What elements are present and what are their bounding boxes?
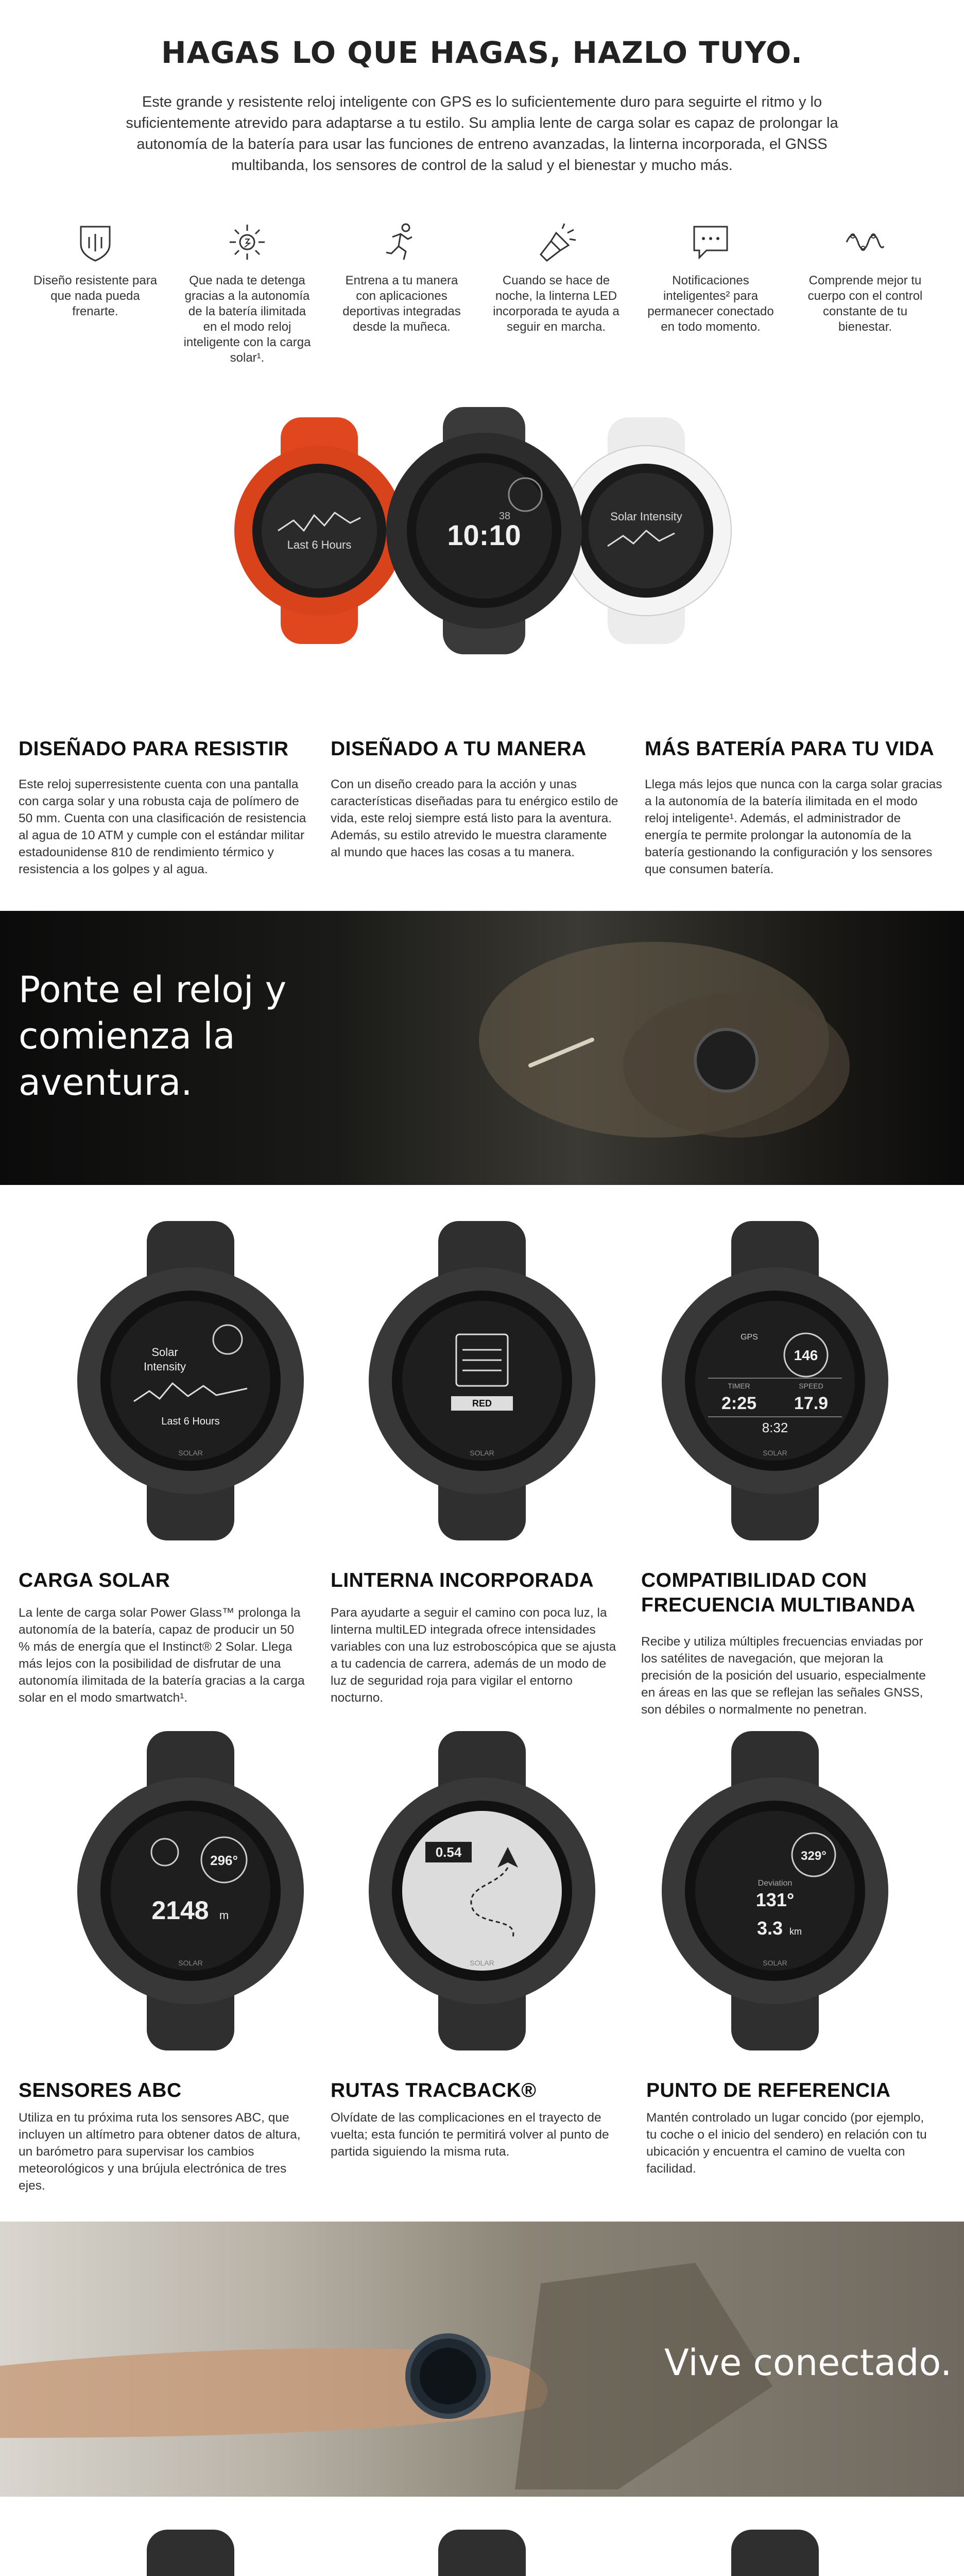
watch-reference-screen: [646, 1731, 904, 2050]
banner-connected: [0, 2222, 964, 2497]
brand-text: SOLAR: [178, 1959, 203, 1967]
banner-heading: Ponte el reloj y comienza la aventura.: [19, 969, 287, 1104]
feature-text: Notificaciones inteligentes² para permanecer conectado en todo momento.: [647, 274, 774, 334]
sun-icon: [227, 222, 268, 263]
section-title: CARGA SOLAR: [19, 1569, 170, 1591]
screen-line1: Solar: [151, 1346, 178, 1359]
section-title: LINTERNA INCORPORADA: [331, 1569, 594, 1591]
section-text: Olvídate de las complicaciones en el trayecto de vuelta; esta función te permitirá volver al punto de partida siguiendo la misma ruta.: [331, 2111, 609, 2159]
screen-line3: m: [219, 1909, 229, 1922]
screen-line5: SPEED: [799, 1382, 823, 1390]
watch-abc-screen: [62, 1731, 319, 2050]
section-title: RUTAS TRACBACK®: [331, 2079, 537, 2102]
screen-line5: km: [789, 1926, 802, 1937]
brand-text: SOLAR: [763, 1959, 787, 1967]
feature-notifications: [646, 222, 775, 335]
feature-text: Diseño resistente para que nada pueda frenarte.: [33, 274, 158, 318]
shield-icon: [75, 222, 116, 263]
brand-text: SOLAR: [763, 1449, 787, 1457]
chat-icon: [690, 222, 731, 263]
section-title: COMPATIBILIDAD CON FRECUENCIA MULTIBANDA: [641, 1569, 916, 1616]
section-text: Llega más lejos que nunca con la carga solar gracias a la autonomía de la batería ilimitada en el modo reloj inteligente¹. Además, el administrador de energía te permite prolongar la autonomía de la batería gestionando la configuración y los sensores que consumen batería.: [645, 777, 942, 876]
banner-adventure: [0, 911, 964, 1185]
section-text: La lente de carga solar Power Glass™ prolonga la autonomía de la batería, capaz de producir un 50 % más de energía que el Instinct® 2 Solar. Llega más lejos con la posibilidad de disfrutar de una autonomía ilimitada de la batería gracias a la carga solar en el modo smartwatch¹.: [19, 1606, 305, 1705]
feature-text: Comprende mejor tu cuerpo con el control constante de tu bienestar.: [807, 274, 923, 334]
intro-text: Este grande y resistente reloj inteligente con GPS es lo suficientemente duro para seguirte el ritmo y lo suficientemente atrevido para adaptarse a tu estilo. Su amplia lente de carga solar es capaz de prolongar la autonomía de la batería para usar las funciones de entreno avanzadas, la linterna incorporada, el GNSS multibanda, los sensores de control de la salud y el bienestar y mucho más.: [126, 94, 838, 174]
screen-line3: 131°: [755, 1889, 795, 1910]
banner-heading: Vive conectado.: [664, 2342, 952, 2384]
screen-line2: Intensity: [144, 1360, 186, 1373]
screen-line4: 2:25: [721, 1394, 757, 1413]
hero-watches-image: [196, 407, 768, 654]
watch-graphite-time: 10:10: [447, 519, 521, 551]
section-title: DISEÑADO PARA RESISTIR: [19, 738, 289, 760]
feature-flashlight: [492, 222, 621, 335]
brand-text: SOLAR: [178, 1449, 203, 1457]
feature-sports: [337, 222, 466, 335]
section-title: SENSORES ABC: [19, 2079, 182, 2102]
screen-line7: 8:32: [762, 1420, 788, 1435]
section-text: Para ayudarte a seguir el camino con poca luz, la linterna multiLED integrada ofrece intensidades variables con una luz estroboscópica que se ajusta a tu cadencia de carrera, además de un modo de luz de seguridad roja para vigilar el entorno nocturno.: [331, 1606, 616, 1705]
screen-line4: 3.3: [756, 1918, 783, 1939]
screen-line1: GPS: [741, 1333, 758, 1342]
feature-solar: [183, 222, 312, 366]
screen-line6: 17.9: [794, 1394, 829, 1413]
section-text: Recibe y utiliza múltiples frecuencias enviadas por los satélites de navegación, que mejoran la precisión de la posición del usuario, especialmente en áreas en las que se reflejan las señales GNSS, son débiles o normalmente no penetran.: [641, 1635, 926, 1717]
section-text: Mantén controlado un lugar concido (por ejemplo, tu coche o el inicio del sendero) en relación con tu ubicación y encuentra el camino de vuelta con facilidad.: [646, 2111, 927, 2176]
watch-connectiq-screen: [353, 2530, 611, 2576]
section-title: MÁS BATERÍA PARA TU VIDA: [645, 738, 935, 760]
feature-durable: [31, 222, 160, 319]
wave-icon: [845, 222, 886, 263]
runner-icon: [381, 222, 422, 263]
section-title: DISEÑADO A TU MANERA: [331, 738, 587, 760]
watch-white-label: Solar Intensity: [610, 510, 682, 523]
watch-pay-screen: [646, 2530, 904, 2576]
screen-line2: 146: [794, 1347, 818, 1363]
screen-line3: TIMER: [728, 1382, 750, 1390]
watch-solar-screen: [62, 1221, 319, 1540]
section-text: Con un diseño creado para la acción y unas características diseñadas para tu enérgico estilo de vida, este reloj siempre está listo para la aventura. Además, su estilo atrevido le muestra claramente al mundo que haces las cosas a tu manera.: [331, 777, 618, 859]
feature-icons-row: [31, 222, 933, 376]
page-title: HAGAS LO QUE HAGAS, HAZLO TUYO.: [161, 35, 803, 70]
screen-line1: RED: [472, 1398, 492, 1409]
watch-orange: [234, 417, 404, 644]
watch-tracback-screen: [353, 1731, 611, 2050]
brand-text: SOLAR: [470, 1449, 494, 1457]
feature-text: Entrena a tu manera con aplicaciones deportivas integradas desde la muñeca.: [342, 274, 461, 334]
screen-line2: 2148: [151, 1896, 209, 1925]
feature-text: Que nada te detenga gracias a la autonomía de la batería ilimitada en el modo reloj inteligente con la carga solar¹.: [183, 274, 311, 365]
screen-line1: 0.54: [435, 1844, 462, 1860]
screen-line1: 296°: [210, 1853, 238, 1868]
watch-notifications-screen: [62, 2530, 319, 2576]
feature-wellness: [801, 222, 929, 335]
screen-line2: Deviation: [758, 1879, 793, 1888]
feature-text: Cuando se hace de noche, la linterna LED incorporada te ayuda a seguir en marcha.: [493, 274, 619, 334]
watch-flashlight-screen: [353, 1221, 611, 1540]
watch-orange-label: Last 6 Hours: [287, 538, 352, 551]
section-text: Utiliza en tu próxima ruta los sensores ABC, que incluyen un altímetro para obtener datos de altura, un barómetro para supervisar los cambios meteorológicos y una brújula electrónica de tres ejes.: [19, 2111, 301, 2193]
flashlight-icon: [536, 222, 577, 263]
brand-text: SOLAR: [470, 1959, 494, 1967]
section-title: PUNTO DE REFERENCIA: [646, 2079, 891, 2102]
watch-graphite-seconds: 38: [498, 511, 511, 522]
watch-multiband-screen: [646, 1221, 904, 1540]
section-text: Este reloj superresistente cuenta con una pantalla con carga solar y una robusta caja de polímero de 50 mm. Cuenta con una clasificación de resistencia al agua de 10 ATM y cumple con el estándar militar estadounidense 810 de rendimiento térmico y resistencia a los golpes y al agua.: [19, 777, 306, 876]
screen-line1: 329°: [801, 1849, 827, 1863]
screen-line3: Last 6 Hours: [161, 1416, 220, 1427]
watch-graphite: [386, 407, 582, 654]
watch-white: [561, 417, 731, 644]
